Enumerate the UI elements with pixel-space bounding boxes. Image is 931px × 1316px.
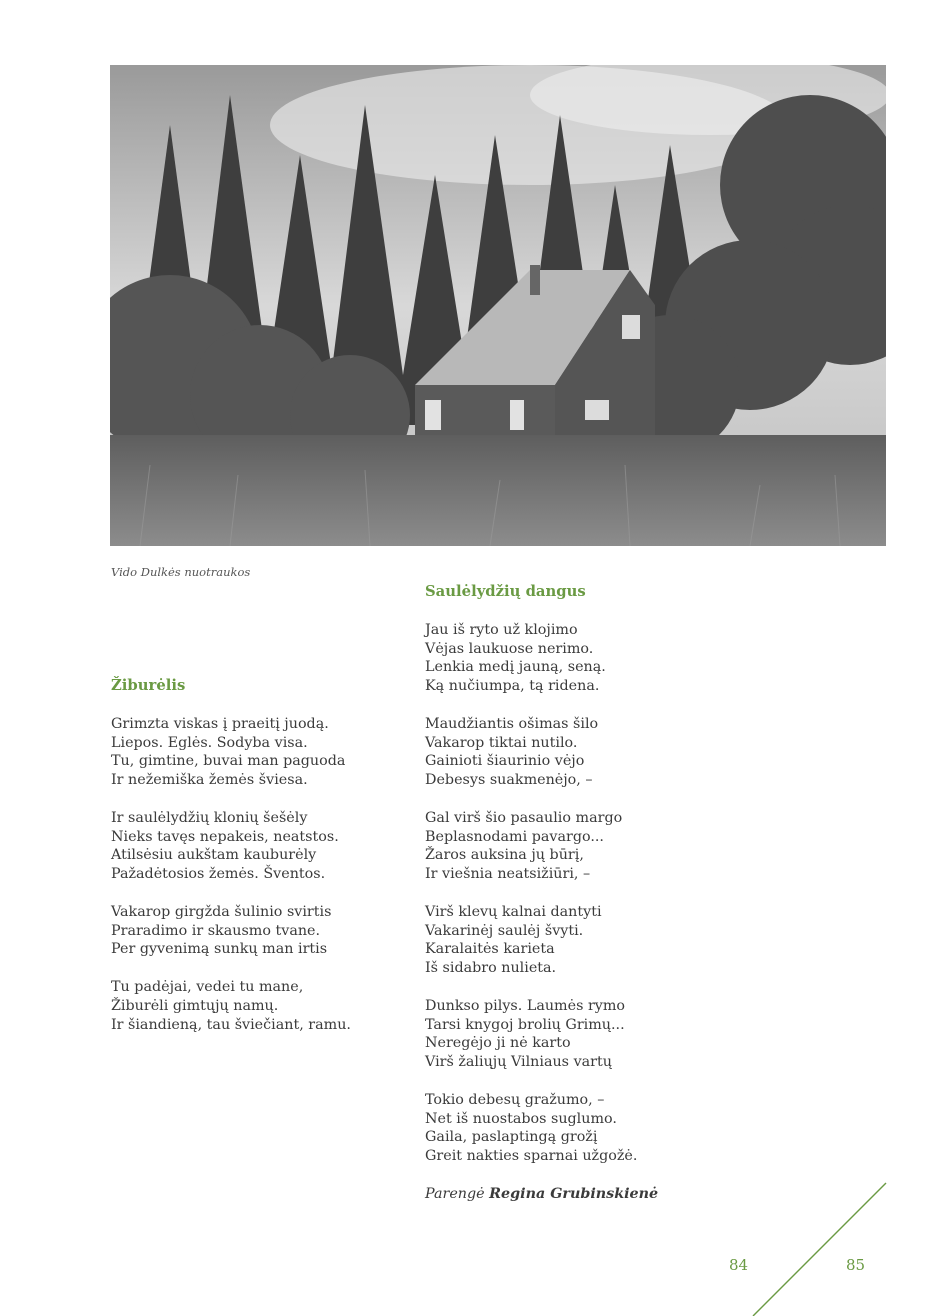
- poem-line: Gal virš šio pasaulio margo: [425, 809, 623, 826]
- poem-line: Žiburėli gimtųjų namų.: [111, 997, 279, 1014]
- poem-line: Vakarop girgžda šulinio svirtis: [111, 903, 332, 920]
- poem-line: Net iš nuostabos suglumo.: [425, 1110, 617, 1127]
- poem-ziburelis: [111, 677, 351, 1053]
- poem-line: Virš žaliųjų Vilniaus vartų: [425, 1054, 612, 1071]
- house-photo: [110, 65, 886, 546]
- poem-line: Tu padėjai, vedei tu mane,: [111, 978, 304, 995]
- poem-line: Ką nučiumpa, tą ridena.: [425, 678, 600, 695]
- stanza: [111, 715, 351, 790]
- stanza: [425, 621, 658, 696]
- poem-line: Vakarop tiktai nutilo.: [425, 734, 578, 751]
- stanza: [425, 903, 658, 978]
- poem-line: Jau iš ryto už klojimo: [425, 621, 578, 638]
- poem-line: Gainioti šiaurinio vėjo: [425, 753, 585, 770]
- page-number-right: 85: [846, 1256, 866, 1274]
- poem-line: Greit nakties sparnai užgožė.: [425, 1148, 638, 1165]
- poem-title: Žiburėlis: [111, 677, 186, 694]
- credit: [425, 1185, 658, 1204]
- page-number-left: 84: [729, 1256, 749, 1274]
- stanza: [111, 978, 351, 1034]
- poem-line: Vakarinėj saulėj švyti.: [425, 922, 584, 939]
- poem-line: Per gyvenimą sunkų man irtis: [111, 941, 328, 958]
- poem-line: Maudžiantis ošimas šilo: [425, 715, 599, 732]
- poem-line: Tokio debesų gražumo, –: [425, 1091, 605, 1108]
- poem-line: Ir viešnia neatsižiūri, –: [425, 866, 591, 883]
- stanza: [111, 903, 351, 959]
- poem-line: Vėjas laukuose nerimo.: [425, 640, 594, 657]
- poem-line: Liepos. Eglės. Sodyba visa.: [111, 734, 308, 751]
- poem-line: Lenkia medį jauną, seną.: [425, 659, 606, 676]
- poem-line: Gaila, paslaptingą grožį: [425, 1129, 598, 1146]
- poem-line: Iš sidabro nulieta.: [425, 960, 557, 977]
- credit-prefix: Parengė: [425, 1185, 485, 1202]
- poem-title: Saulėlydžių dangus: [425, 583, 586, 600]
- poem-line: Beplasnodami pavargo...: [425, 828, 604, 845]
- poem-line: Žaros auksina jų būrį,: [425, 847, 584, 864]
- photo-illustration: [110, 65, 886, 546]
- stanza: [425, 809, 658, 884]
- stanza: [425, 1091, 658, 1166]
- poem-line: Debesys suakmenėjo, –: [425, 772, 593, 789]
- poem-line: Grimzta viskas į praeitį juodą.: [111, 715, 329, 732]
- poem-line: Tu, gimtine, buvai man paguoda: [111, 753, 346, 770]
- decorative-diagonal-line: [745, 1180, 890, 1316]
- poem-sauleledziu-dangus: [425, 583, 658, 1204]
- poem-line: Praradimo ir skausmo tvane.: [111, 922, 321, 939]
- photo-caption: Vido Dulkės nuotraukos: [111, 565, 251, 579]
- stanza: [425, 715, 658, 790]
- poem-line: Nieks tavęs nepakeis, neatstos.: [111, 828, 339, 845]
- poem-line: Karalaitės karieta: [425, 941, 555, 958]
- poem-line: Ir nežemiška žemės šviesa.: [111, 772, 308, 789]
- poem-line: Ir šiandieną, tau šviečiant, ramu.: [111, 1016, 351, 1033]
- poem-line: Tarsi knygoj brolių Grimų...: [425, 1016, 625, 1033]
- poem-line: Pažadėtosios žemės. Šventos.: [111, 866, 326, 883]
- poem-line: Virš klevų kalnai dantyti: [425, 903, 602, 920]
- poem-line: Neregėjo ji nė karto: [425, 1035, 571, 1052]
- stanza: [425, 997, 658, 1072]
- poem-line: Dunkso pilys. Laumės rymo: [425, 997, 626, 1014]
- poem-line: Atilsėsiu aukštam kauburėly: [111, 847, 317, 864]
- stanza: [111, 809, 351, 884]
- credit-name: Regina Grubinskienė: [489, 1185, 659, 1202]
- poem-line: Ir saulėlydžių klonių šešėly: [111, 809, 308, 826]
